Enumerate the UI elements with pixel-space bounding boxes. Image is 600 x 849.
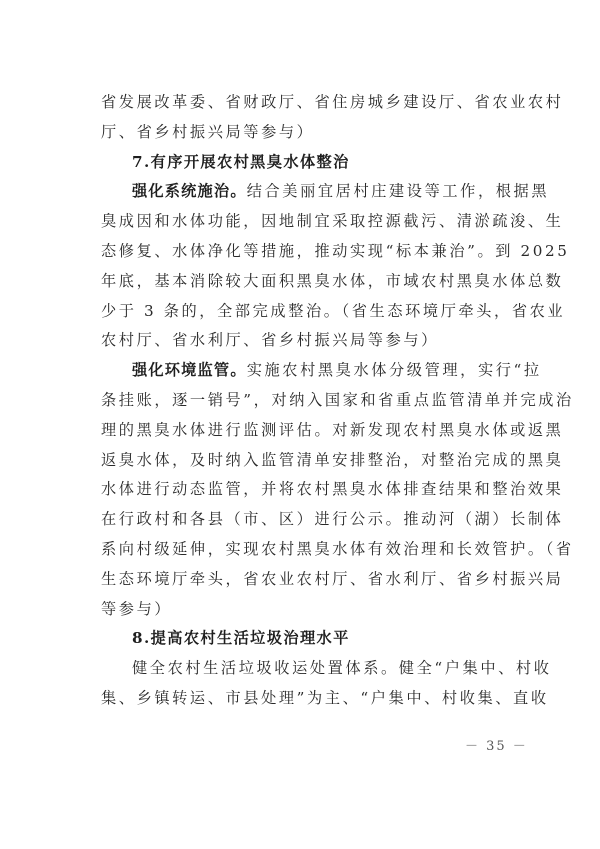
text-line: 生态环境厅牵头，省农业农村厅、省水利厅、省乡村振兴局 <box>101 569 564 588</box>
text-line: 少于 3 条的，全部完成整治。（省生态环境厅牵头，省农业 <box>101 301 566 320</box>
paragraph-lead: 强化环境监管。 <box>132 361 247 380</box>
text-line: 厅、省乡村振兴局等参与） <box>101 122 315 141</box>
text-span: 实施农村黑臭水体分级管理，实行“拉 <box>246 361 542 380</box>
text-line: 在行政村和各县（市、区）进行公示。推动河（湖）长制体 <box>101 510 564 529</box>
paragraph-first-line: 健全农村生活垃圾收运处置体系。健全“户集中、村收 <box>132 659 552 678</box>
page-number: － 35 － <box>465 739 528 754</box>
text-line: 条挂账，逐一销号”，对纳入国家和省重点监管清单并完成治 <box>101 390 574 409</box>
text-line: 集、乡镇转运、市县处理”为主、“户集中、村收集、直收 <box>101 688 549 707</box>
text-line: 年底，基本消除较大面积黑臭水体，市域农村黑臭水体总数 <box>101 271 564 290</box>
section-8-heading: 8.提高农村生活垃圾治理水平 <box>132 629 350 648</box>
text-line: 态修复、水体净化等措施，推动实现“标本兼治”。到 2025 <box>101 241 570 260</box>
paragraph-first-line <box>101 356 542 386</box>
text-line: 农村厅、省水利厅、省乡村振兴局等参与） <box>101 331 439 350</box>
text-line: 水体进行动态监管，并将农村黑臭水体排查结果和整治效果 <box>101 480 564 499</box>
page-body <box>101 88 574 714</box>
paragraph-lead: 强化系统施治。 <box>132 182 247 201</box>
text-span: 结合美丽宜居村庄建设等工作，根据黑 <box>246 182 550 201</box>
paragraph-first-line <box>101 177 550 207</box>
section-7-heading: 7.有序开展农村黑臭水体整治 <box>132 152 350 171</box>
text-line: 等参与） <box>101 599 173 618</box>
text-line: 系向村级延伸，实现农村黑臭水体有效治理和长效管护。（省 <box>101 539 574 558</box>
text-line: 理的黑臭水体进行监测评估。对新发现农村黑臭水体或返黑 <box>101 420 564 439</box>
text-line: 省发展改革委、省财政厅、省住房城乡建设厅、省农业农村 <box>101 93 564 111</box>
text-line: 臭成因和水体功能，因地制宜采取控源截污、清淤疏浚、生 <box>101 212 564 231</box>
text-line: 返臭水体，及时纳入监管清单安排整治，对整治完成的黑臭 <box>101 450 564 469</box>
